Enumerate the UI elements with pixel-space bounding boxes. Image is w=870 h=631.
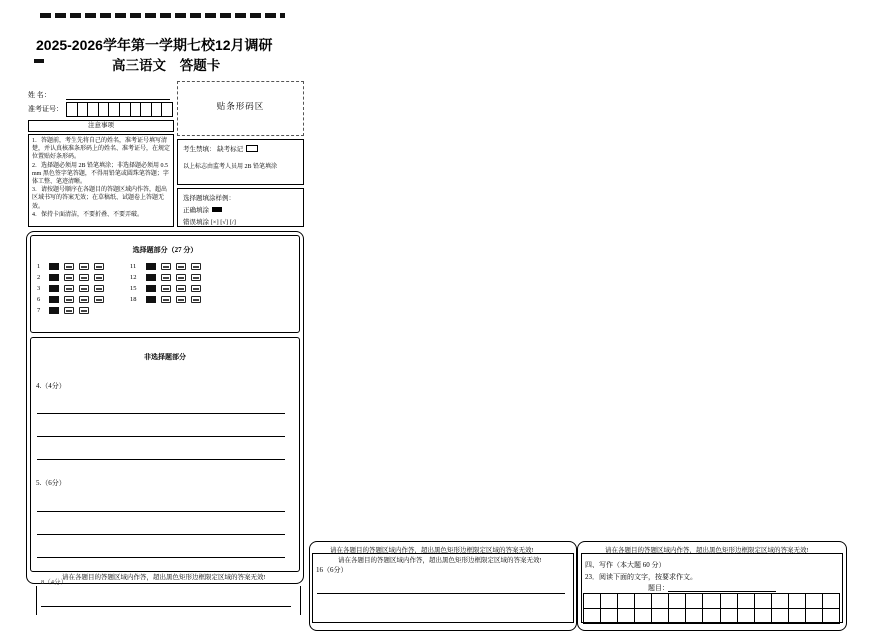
notice-item: 3．请按题号顺序在各题目的答题区域内作答，超出区域书写的答案无效；在草稿纸、试题卷上答题无效。 (32, 187, 168, 210)
option-a[interactable] (49, 307, 59, 314)
option-d[interactable] (94, 263, 104, 270)
notice-box (28, 134, 174, 227)
question-number: 11 (130, 263, 137, 270)
option-c[interactable] (79, 274, 89, 281)
question-number: 15 (130, 285, 137, 292)
correct-fill-label: 正确填涂 (183, 207, 209, 214)
section-border (300, 586, 301, 615)
correct-fill-sample (212, 207, 222, 212)
option-b[interactable] (64, 274, 74, 281)
option-d[interactable] (191, 285, 201, 292)
question-row (130, 272, 206, 283)
option-b[interactable] (64, 263, 74, 270)
choice-section (30, 235, 300, 333)
question-row (37, 283, 109, 294)
question-5-label: 5.（6分） (36, 479, 66, 487)
question-4-label: 4.（4分） (36, 382, 66, 390)
topic-field[interactable] (668, 591, 776, 592)
fill-example-title: 选择题填涂样例： (183, 195, 235, 202)
name-field[interactable] (66, 99, 170, 100)
option-b[interactable] (161, 285, 171, 292)
question-number: 3 (37, 285, 41, 292)
absent-box (177, 139, 304, 185)
option-c[interactable] (176, 274, 186, 281)
wrong-fill-label: 错误填涂 [×] [√] [/] (183, 219, 236, 226)
header-dash-bar (40, 13, 285, 18)
choice-left-group (37, 261, 109, 316)
question-number: 2 (37, 274, 41, 281)
option-a[interactable] (146, 285, 156, 292)
barcode-area (177, 81, 304, 136)
option-c[interactable] (176, 263, 186, 270)
area-warning: 请在各题目的答题区域内作答，超出黑色矩形边框限定区域的答案无效! (330, 547, 534, 554)
option-a[interactable] (146, 296, 156, 303)
question-number: 18 (130, 296, 137, 303)
option-a[interactable] (146, 274, 156, 281)
barcode-area-label: 贴条形码区 (216, 101, 265, 111)
option-a[interactable] (49, 263, 59, 270)
question-row (37, 272, 109, 283)
writing-title: 四、写作（本大题 60 分） (585, 561, 666, 569)
option-b[interactable] (161, 296, 171, 303)
position-mark (34, 59, 44, 63)
name-label: 姓 名： (28, 91, 51, 99)
answer-line[interactable] (37, 413, 285, 414)
area-warning: 请在各题目的答题区域内作答，超出黑色矩形边框限定区域的答案无效! (62, 574, 266, 581)
option-a[interactable] (49, 285, 59, 292)
nonchoice-title: 非选择题部分 (144, 353, 186, 361)
composition-grid[interactable] (583, 593, 840, 624)
choice-right-group (130, 261, 206, 305)
question-row (37, 294, 109, 305)
option-d[interactable] (94, 274, 104, 281)
question-number: 7 (37, 307, 41, 314)
exam-no-label: 准考证号： (28, 105, 63, 113)
question-row (37, 305, 109, 316)
area-warning: 请在各题目的答题区域内作答，超出黑色矩形边框限定区域的答案无效! (338, 557, 542, 564)
question-16-label: 16（6分） (316, 566, 348, 574)
option-a[interactable] (146, 263, 156, 270)
notice-item: 2．选择题必须用 2B 铅笔填涂；非选择题必须用 0.5 mm 黑色签字笔答题，不得用铅笔或圆珠笔答题；字体工整、笔迹清晰。 (32, 162, 169, 186)
answer-line[interactable] (37, 557, 285, 558)
question-row (37, 261, 109, 272)
notice-item: 1．答题前，考生先将自己的姓名，准考证号填写清楚，并认真核准条形码上的姓名、准考证号，在规定位置贴好条形码。 (32, 138, 171, 161)
option-b[interactable] (161, 274, 171, 281)
question-number: 1 (37, 263, 41, 270)
question-number: 12 (130, 274, 137, 281)
absent-mark-box[interactable] (246, 145, 258, 152)
question-8-label: 8（4分） (41, 579, 67, 586)
exam-subtitle: 高三语文 答题卡 (112, 58, 221, 73)
option-b[interactable] (161, 263, 171, 270)
option-c[interactable] (79, 307, 89, 314)
option-c[interactable] (79, 285, 89, 292)
notice-title-box (28, 120, 174, 132)
answer-line[interactable] (37, 436, 285, 437)
exam-no-boxes[interactable] (66, 102, 173, 117)
area-warning: 请在各题目的答题区域内作答，超出黑色矩形边框限定区域的答案无效! (605, 547, 809, 554)
absent-label: 考生禁填： 缺考标记 (183, 146, 244, 153)
option-c[interactable] (79, 296, 89, 303)
option-c[interactable] (176, 285, 186, 292)
question-row (130, 261, 206, 272)
question-row (130, 294, 206, 305)
option-d[interactable] (191, 274, 201, 281)
option-d[interactable] (94, 285, 104, 292)
choice-title: 选择题部分（27 分） (132, 246, 198, 254)
question-number: 6 (37, 296, 41, 303)
option-d[interactable] (191, 296, 201, 303)
option-b[interactable] (64, 296, 74, 303)
option-c[interactable] (176, 296, 186, 303)
answer-line[interactable] (37, 511, 285, 512)
answer-line[interactable] (37, 459, 285, 460)
section-border (36, 586, 37, 615)
nonchoice-section (30, 337, 300, 572)
notice-title: 注意事项 (88, 122, 114, 129)
notice-item: 4．保持卡面清洁，不要折叠、不要弄破。 (32, 211, 144, 218)
question-row (130, 283, 206, 294)
option-a[interactable] (49, 296, 59, 303)
option-d[interactable] (191, 263, 201, 270)
question-23-label: 23．阅读下面的文字，按要求作文。 (585, 573, 697, 581)
answer-line[interactable] (317, 593, 565, 594)
topic-label: 题目： (648, 584, 669, 592)
exam-title: 2025-2026学年第一学期七校12月调研 (36, 37, 273, 53)
fill-example-box (177, 188, 304, 227)
option-c[interactable] (79, 263, 89, 270)
option-d[interactable] (94, 296, 104, 303)
option-b[interactable] (64, 285, 74, 292)
absent-note: 以上标志由监考人员用 2B 铅笔填涂 (183, 164, 278, 170)
option-a[interactable] (49, 274, 59, 281)
option-b[interactable] (64, 307, 74, 314)
answer-line[interactable] (37, 534, 285, 535)
answer-line[interactable] (41, 606, 291, 607)
